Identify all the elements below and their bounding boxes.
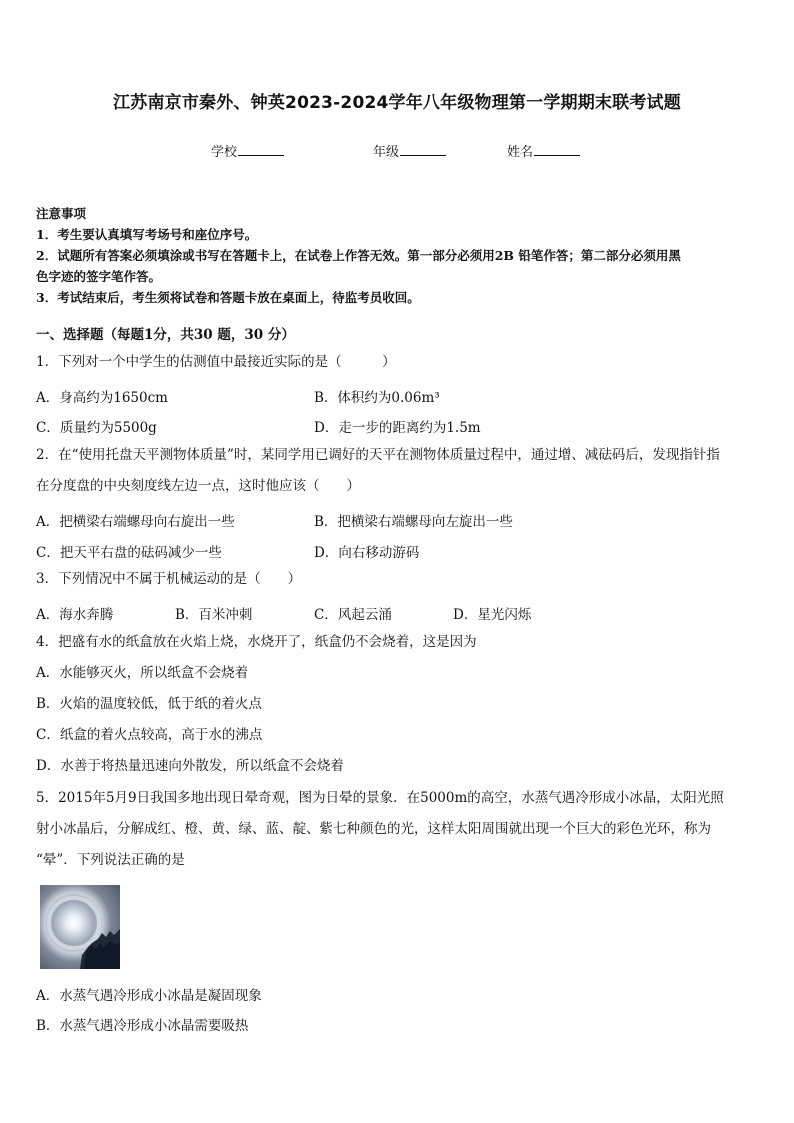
question-3-option-d: D．星光闪烁: [453, 607, 532, 623]
question-1-option-c: C．质量约为5500g: [36, 420, 157, 436]
school-field: [211, 141, 284, 160]
question-2-option-c: C．把天平右盘的砝码减少一些: [36, 545, 222, 561]
notice-item: 1．考生要认真填写考场号和座位序号。: [36, 227, 258, 242]
name-blank: [534, 144, 580, 156]
school-label: 学校: [211, 145, 238, 160]
question-2-option-a: A．把横梁右端螺母向右旋出一些: [36, 514, 235, 530]
name-field: [507, 141, 580, 160]
notice-item: 色字迹的签字笔作答。: [36, 269, 162, 284]
question-4-option-c: C．纸盒的着火点较高，高于水的沸点: [36, 727, 263, 743]
question-1-option-d: D．走一步的距离约为1.5m: [314, 420, 481, 436]
notice-item: 3．考试结束后，考生须将试卷和答题卡放在桌面上，待监考员收回。: [36, 290, 420, 305]
name-label: 姓名: [507, 145, 534, 160]
grade-blank: [400, 144, 446, 156]
question-4-option-a: A．水能够灭火，所以纸盒不会烧着: [36, 665, 249, 681]
question-2-option-d: D．向右移动游码: [314, 545, 420, 561]
question-4-option-b: B．火焰的温度较低，低于纸的着火点: [36, 696, 262, 712]
question-5-option-a: A．水蒸气遇冷形成小冰晶是凝固现象: [36, 988, 262, 1004]
grade-field: [373, 141, 446, 160]
question-1-option-a: A．身高约为1650cm: [36, 390, 168, 406]
question-3-stem: 3．下列情况中不属于机械运动的是（ ）: [36, 571, 302, 587]
notice-item: 2．试题所有答案必须填涂或书写在答题卡上，在试卷上作答无效。第一部分必须用2B 铅笔作答；第二部分必须用黑: [36, 248, 681, 263]
question-1-stem: 1．下列对一个中学生的估测值中最接近实际的是（ ）: [36, 354, 396, 370]
notice-heading: 注意事项: [36, 206, 87, 221]
grade-label: 年级: [373, 145, 400, 160]
question-2-stem-line-1: 2．在“使用托盘天平测物体质量”时，某同学用已调好的天平在测物体质量过程中，通过增、减砝码后，发现指针指: [36, 447, 720, 463]
question-2-option-b: B．把横梁右端螺母向左旋出一些: [314, 514, 513, 530]
question-5-stem-line-3: “晕”．下列说法正确的是: [36, 852, 185, 868]
question-4-option-d: D．水善于将热量迅速向外散发，所以纸盒不会烧着: [36, 758, 344, 774]
question-5-stem: [36, 783, 760, 876]
question-5-stem-line-2: 射小冰晶后，分解成红、橙、黄、绿、蓝、靛、紫七种颜色的光，这样太阳周围就出现一个巨大的彩色光环，称为: [36, 821, 711, 837]
sun-halo-photo: [40, 885, 120, 969]
school-blank: [238, 144, 284, 156]
question-5-option-b: B．水蒸气遇冷形成小冰晶需要吸热: [36, 1018, 249, 1034]
notice-block: [36, 203, 760, 308]
question-2-stem: [36, 440, 760, 502]
question-3-option-b: B．百米冲刺: [175, 607, 253, 623]
question-3-option-a: A．海水奔腾: [36, 607, 114, 623]
section-heading: 一、选择题（每题1分，共30 题，30 分）: [36, 327, 295, 343]
question-4-stem: 4．把盛有水的纸盒放在火焰上烧，水烧开了，纸盒仍不会烧着，这是因为: [36, 634, 477, 650]
question-5-stem-line-1: 5．2015年5月9日我国多地出现日晕奇观，图为日晕的景象．在5000m的高空，水蒸气遇冷形成小冰晶，太阳光照: [36, 790, 724, 806]
question-3-option-c: C．风起云涌: [314, 607, 392, 623]
exam-title: 江苏南京市秦外、钟英2023-2024学年八年级物理第一学期期末联考试题: [113, 93, 681, 113]
question-2-stem-line-2: 在分度盘的中央刻度线左边一点，这时他应该（ ）: [36, 478, 360, 494]
question-1-option-b: B．体积约为0.06m³: [314, 390, 440, 406]
